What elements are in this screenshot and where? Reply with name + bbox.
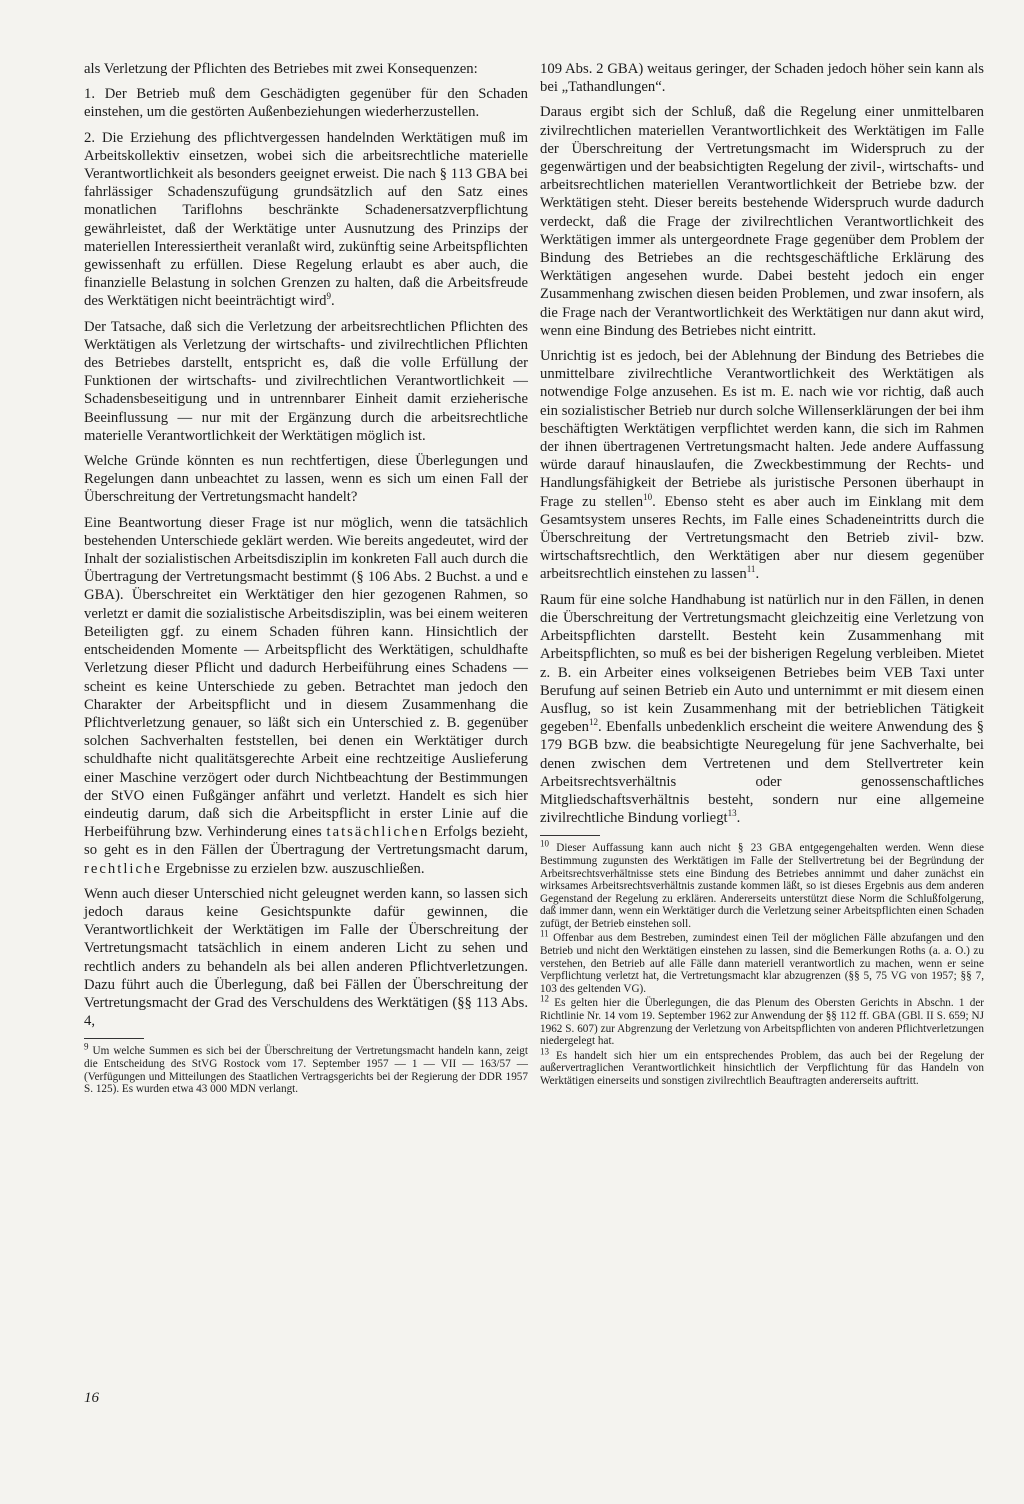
footnote-divider	[540, 835, 600, 836]
paragraph: Wenn auch dieser Unterschied nicht geleugnet werden kann, so lassen sich jedoch daraus keine Gesichtspunkte dafür gewinnen, die Verantwortlichkeit der Werktätigen im Falle der Überschreitung der Vertretungsmacht tatsächlich in einem anderen Licht zu sehen und rechtlich anders zu behandeln als bei allen anderen Pflichtverletzungen. Dazu führt auch die Überlegung, daß bei Fällen der Überschreitung der Vertretungsmacht der Grad des Verschuldens des Werktätigen (§§ 113 Abs. 4,	[84, 885, 528, 1030]
paragraph: Daraus ergibt sich der Schluß, daß die Regelung einer unmittelbaren zivilrechtlichen materiellen Verantwortlichkeit des Werktätigen im Falle der Überschreitung der Vertretungsmacht im Widerspruch zu der gegenwärtigen und der beabsichtigten Regelung der zivil-, wirtschafts- und arbeitsrechtlichen materiellen Verantwortlichkeit der Betriebe bzw. der Werktätigen steht. Dieser bereits bestehende Widerspruch wurde dadurch verdeckt, daß die Frage der zivilrechtlichen Verantwortlichkeit des Werktätigen immer als untergeordnete Frage gegenüber dem Problem der Bindung des Betriebes an die rechtsgeschäftliche Erklärung des Werktätigen angesehen wurde. Dabei besteht jedoch ein enger Zusammenhang zwischen diesen beiden Problemen, und zwar insofern, als die Frage nach der Verantwortlichkeit des Werktätigen nur dann akut wird, wenn eine Bindung des Betriebes nicht eintritt.	[540, 104, 984, 339]
emphasis-text: tatsächlichen	[326, 824, 430, 841]
footnote-number: 11	[540, 928, 549, 939]
footnote	[84, 1041, 529, 1096]
footnote	[540, 993, 985, 1048]
footnote	[540, 1046, 984, 1088]
footnote-number: 13	[540, 1046, 549, 1057]
footnote	[540, 928, 984, 995]
footnote-text: Um welche Summen es sich bei der Überschreitung der Vertretungsmacht handeln kann, zeigt die Entscheidung des StVG Rostock vom 17. September 1957 — 1 — VII — 163/57 — (Verfügungen und Mitteilungen des Staatlichen Vertragsgerichts bei der Regierung der DDR 1957 S. 125). Es wurden etwa 43 000 MDN verlangt.	[84, 1045, 529, 1096]
paragraph-text: . Ebenso steht es aber auch im Einklang mit dem Gesamtsystem unseres Rechts, im Falle eines Schadeneintritts durch die Überschreitung der Vertretungsmacht den Betrieb zivil- bzw. wirtschaftsrechtlich, den Werktätigen aber nur diesem gegenüber arbeitsrechtlich einstehen zu lassen	[540, 493, 984, 583]
paragraph: 1. Der Betrieb muß dem Geschädigten gegenüber für den Schaden einstehen, um die gestörten Außenbeziehungen wiederherzustellen.	[84, 86, 528, 121]
paragraph: Raum für eine solche Handhabung ist natürlich nur in den Fällen, in denen die Überschreitung der Vertretungsmacht gleichzeitig eine Verletzung von Arbeitspflichten darstellt. Besteht kein Zusammenhang mit Arbeitspflichten, so muß es bei der bisherigen Regelung verbleiben. Mietet z. B. ein Arbeiter eines volkseigenen Betriebes beim VEB Taxi unter Berufung auf seinen Betrieb ein Auto und unternimmt er mit diesem einen Ausflug, so ist kein Zusammenhang mit der betrieblichen Tätigkeit gegeben$^{12}$. Ebenfalls unbedenklich erscheint die weitere Anwendung des § 179 BGB bzw. die beabsichtigte Neuregelung für jene Sachverhalte, bei denen zwischen dem Vertretenen und dem Stellvertreter kein Arbeitsrechtsverhältnis oder genossenschaftliches Mitgliedschaftsverhältnis besteht, sondern nur eine allgemeine zivilrechtliche Bindung vorliegt$^{13}$.	[540, 591, 984, 827]
paragraph-text: 2. Die Erziehung des pflichtvergessen handelnden Werktätigen muß im Arbeitskollektiv einsetzen, wobei sich die arbeitsrechtliche materielle Verantwortlichkeit als besonders geeignet erweist. Die nach § 113 GBA bei fahrlässiger Schadenszufügung grundsätzlich auf den Satz eines monatlichen Tariflohns beschränkte Schadenersatzverpflichtung gewährleistet, daß der Werktätige unter Ausnutzung des Prinzips der materiellen Interessiertheit veranlaßt wird, zukünftig seine Arbeitspflichten gewissenhaft zu erfüllen. Diese Regelung erlaubt es aber auch, die finanzielle Belastung in solchen Grenzen zu halten, daß die Arbeitsfreude des Werktätigen nicht beeinträchtigt wird	[84, 129, 528, 310]
paragraph: Welche Gründe könnten es nun rechtfertigen, diese Überlegungen und Regelungen dann unbeachtet zu lassen, wenn es sich um einen Fall der Überschreitung der Vertretungsmacht handelt?	[84, 453, 528, 506]
paragraph: als Verletzung der Pflichten des Betriebes mit zwei Konsequenzen:	[84, 61, 478, 77]
paragraph-text: . Ebenfalls unbedenklich erscheint die weitere Anwendung des § 179 BGB bzw. die beabsichtigte Neuregelung für jene Sachverhalte, bei denen zwischen dem Vertretenen und dem Stellvertreter kein Arbeitsrechtsverhältnis oder genossenschaftliches Mitgliedschaftsverhältnis besteht, sondern nur eine allgemeine zivilrechtliche Bindung vorliegt	[540, 719, 984, 827]
footnote-divider	[84, 1038, 144, 1039]
page-number: 16	[84, 1390, 99, 1406]
footnote-text: Es handelt sich hier um ein entsprechendes Problem, das auch bei der Regelung der außervertraglichen Verantwortlichkeit hinsichtlich der Verpflichtung für das Handeln von Werktätigen einerseits und sonstigen zivilrechtlich Beauftragten andererseits auftritt.	[540, 1049, 984, 1088]
footnote-ref: 13	[727, 808, 737, 819]
footnote-ref: 10	[643, 491, 653, 502]
footnote-text: Es gelten hier die Überlegungen, die das Plenum des Obersten Gerichts in Abschn. 1 der Richtlinie Nr. 14 vom 19. September 1962 zur Anwendung der §§ 112 ff. GBA (GBl. II S. 659; NJ 1962 S. 607) zur Abgrenzung der Verletzung von Arbeitspflichten von anderen Pflichtverletzungen niedergelegt hat.	[540, 997, 985, 1048]
footnote-text: Offenbar aus dem Bestreben, zumindest einen Teil der möglichen Fälle abzufangen und den Betrieb und nicht den Werktätigen einstehen zu lassen, sind die Bemerkungen Roths (a. a. O.) zu verstehen, den Betrieb auf alle Fälle dann materiell verantwortlich zu machen, wenn er seine Verpflichtung verletzt hat, die Vertretungsmacht klar abzugrenzen (§§ 5, 75 VG von 1957; §§ 7, 103 des geltenden VG).	[540, 932, 984, 995]
paragraph-text: Erfolgs bezieht, so geht es in den Fällen der Übertragung der Vertretungsmacht darum,	[84, 824, 528, 859]
paragraph	[84, 514, 528, 878]
paragraph: Der Tatsache, daß sich die Verletzung der arbeitsrechtlichen Pflichten des Werktätigen als Verletzung der wirtschafts- und zivilrechtlichen Pflichten des Betriebes darstellt, entspricht es, daß die volle Erfüllung der Funktionen der wirtschafts- und zivilrechtlichen Verantwortlichkeit — Schadensbeseitigung und in untrennbarer Einheit damit erzieherische Beeinflussung — nur mit der Ergänzung durch die arbeitsrechtliche materielle Verantwortlichkeit der Werktätigen möglich ist.	[84, 318, 528, 444]
footnotes	[84, 1041, 529, 1096]
paragraph: 2. Die Erziehung des pflichtvergessen handelnden Werktätigen muß im Arbeitskollektiv einsetzen, wobei sich die arbeitsrechtliche materielle Verantwortlichkeit als besonders geeignet erweist. Die nach § 113 GBA bei fahrlässiger Schadenszufügung grundsätzlich auf den Satz eines monatlichen Tariflohns beschränkte Schadenersatzverpflichtung gewährleistet, daß der Werktätige unter Ausnutzung des Prinzips der materiellen Interessiertheit veranlaßt wird, zukünftig seine Arbeitspflichten gewissenhaft zu erfüllen. Diese Regelung erlaubt es aber auch, die finanzielle Belastung in solchen Grenzen zu halten, daß die Arbeitsfreude des Werktätigen nicht beeinträchtigt wird$^9$.	[84, 129, 528, 310]
footnote	[540, 838, 985, 930]
left-column	[84, 60, 528, 1098]
emphasis-text: rechtliche	[84, 860, 162, 877]
footnote-text: Dieser Auffassung kann auch nicht § 23 GBA entgegengehalten werden. Wenn diese Bestimmung zugunsten des Werktätigen im Falle der Stellvertretung bei der Begründung der Arbeitsrechtsverhältnisse stets eine Bindung des Betriebes annimmt und daher zunächst ein wirksames Arbeitsrechtsverhältnis zustande kommen läßt, so ist dieses Ergebnis aus dem anderen Gegenstand der Regelung zu erklären. Andererseits unterstützt diese Norm die Schlußfolgerung, daß immer dann, wenn ein Werktätiger durch die Verletzung seiner Arbeitspflichten einen Schaden zufügt, der Betrieb einstehen soll.	[540, 842, 985, 930]
paragraph-text: Ergebnisse zu erzielen bzw. auszuschließen.	[165, 860, 425, 877]
footnote-number: 12	[540, 993, 549, 1004]
footnotes	[540, 838, 985, 1088]
right-column	[540, 60, 984, 1090]
footnote-ref: 9	[326, 291, 331, 302]
footnote-ref: 11	[746, 564, 756, 575]
footnote-ref: 12	[588, 717, 598, 728]
paragraph: 109 Abs. 2 GBA) weitaus geringer, der Schaden jedoch höher sein kann als bei „Tathandlungen“.	[540, 61, 984, 96]
footnote-number: 10	[540, 838, 549, 849]
paragraph-text: Raum für eine solche Handhabung ist natürlich nur in den Fällen, in denen die Überschreitung der Vertretungsmacht gleichzeitig eine Verletzung von Arbeitspflichten darstellt. Besteht kein Zusammenhang mit Arbeitspflichten, so muß es bei der bisherigen Regelung verbleiben. Mietet z. B. ein Arbeiter eines volkseigenen Betriebes beim VEB Taxi unter Berufung auf seinen Betrieb ein Auto und unternimmt er mit diesem einen Ausflug, so ist kein Zusammenhang mit der betrieblichen Tätigkeit gegeben	[540, 591, 984, 736]
paragraph-text: Unrichtig ist es jedoch, bei der Ablehnung der Bindung des Betriebes die unmittelbare zivilrechtliche Verantwortlichkeit des Werktätigen als notwendige Folge anzusehen. Es ist m. E. nach wie vor richtig, daß auch ein sozialistischer Betrieb nur durch solche Willenserklärungen der bei ihm beschäftigten Werktätigen verpflichtet werden kann, die sich im Rahmen der ihnen übertragenen Vertretungsmacht halten. Jede andere Auffassung würde darauf hinauslaufen, die Zweckbestimmung der Rechts- und Handlungsfähigkeit der Betriebe als juristische Personen überhaupt in Frage zu stellen	[540, 348, 984, 510]
paragraph-text: Eine Beantwortung dieser Frage ist nur möglich, wenn die tatsächlich bestehenden Unterschiede geklärt werden. Wie bereits angedeutet, wird der Inhalt der sozialistischen Arbeitsdisziplin im konkreten Fall auch durch die Übertragung der Vertretungsmacht bestimmt (§ 106 Abs. 2 Buchst. a und e GBA). Überschreitet ein Werktätiger den hier gezogenen Rahmen, so verletzt er damit die sozialistische Arbeitsdisziplin, was bei einem weiteren Beteiligten ggf. zu einem Schaden führen kann. Hinsichtlich der entscheidenden Momente — Arbeitspflicht des Werktätigen, schuldhafte Verletzung dieser Pflicht und dadurch Herbeiführung eines Schadens — scheint es keine Unterschiede zu geben. Betrachtet man jedoch den Charakter der Arbeitspflicht und in diesem Zusammenhang die Pflichtverletzung genauer, so läßt sich ein Unterschied z. B. gegenüber solchen Sachverhalten feststellen, bei denen ein Werktätiger durch schuldhafte nicht qualitätsgerechte Arbeit eine rechtzeitige Auslieferung einer Maschine verzögert oder durch Nichtbeachtung der Bestimmungen der StVO einen Fußgänger anfährt und verletzt. Handelt es sich hier eindeutig darum, daß sich die Arbeitspflicht in erster Linie auf die Herbeiführung bzw. Verhinderung eines	[84, 514, 528, 841]
paragraph: Unrichtig ist es jedoch, bei der Ablehnung der Bindung des Betriebes die unmittelbare zivilrechtliche Verantwortlichkeit des Werktätigen als notwendige Folge anzusehen. Es ist m. E. nach wie vor richtig, daß auch ein sozialistischer Betrieb nur durch solche Willenserklärungen der bei ihm beschäftigten Werktätigen verpflichtet werden kann, die sich im Rahmen der ihnen übertragenen Vertretungsmacht halten. Jede andere Auffassung würde darauf hinauslaufen, die Zweckbestimmung der Rechts- und Handlungsfähigkeit der Betriebe als juristische Personen überhaupt in Frage zu stellen$^{10}$. Ebenso steht es aber auch im Einklang mit dem Gesamtsystem unseres Rechts, im Falle eines Schadeneintritts durch die Überschreitung der Vertretungsmacht den Betrieb zivil- bzw. wirtschaftsrechtlich, den Werktätigen aber nur diesem gegenüber arbeitsrechtlich einstehen zu lassen$^{11}$.	[540, 348, 984, 583]
footnote-number: 9	[84, 1041, 89, 1052]
